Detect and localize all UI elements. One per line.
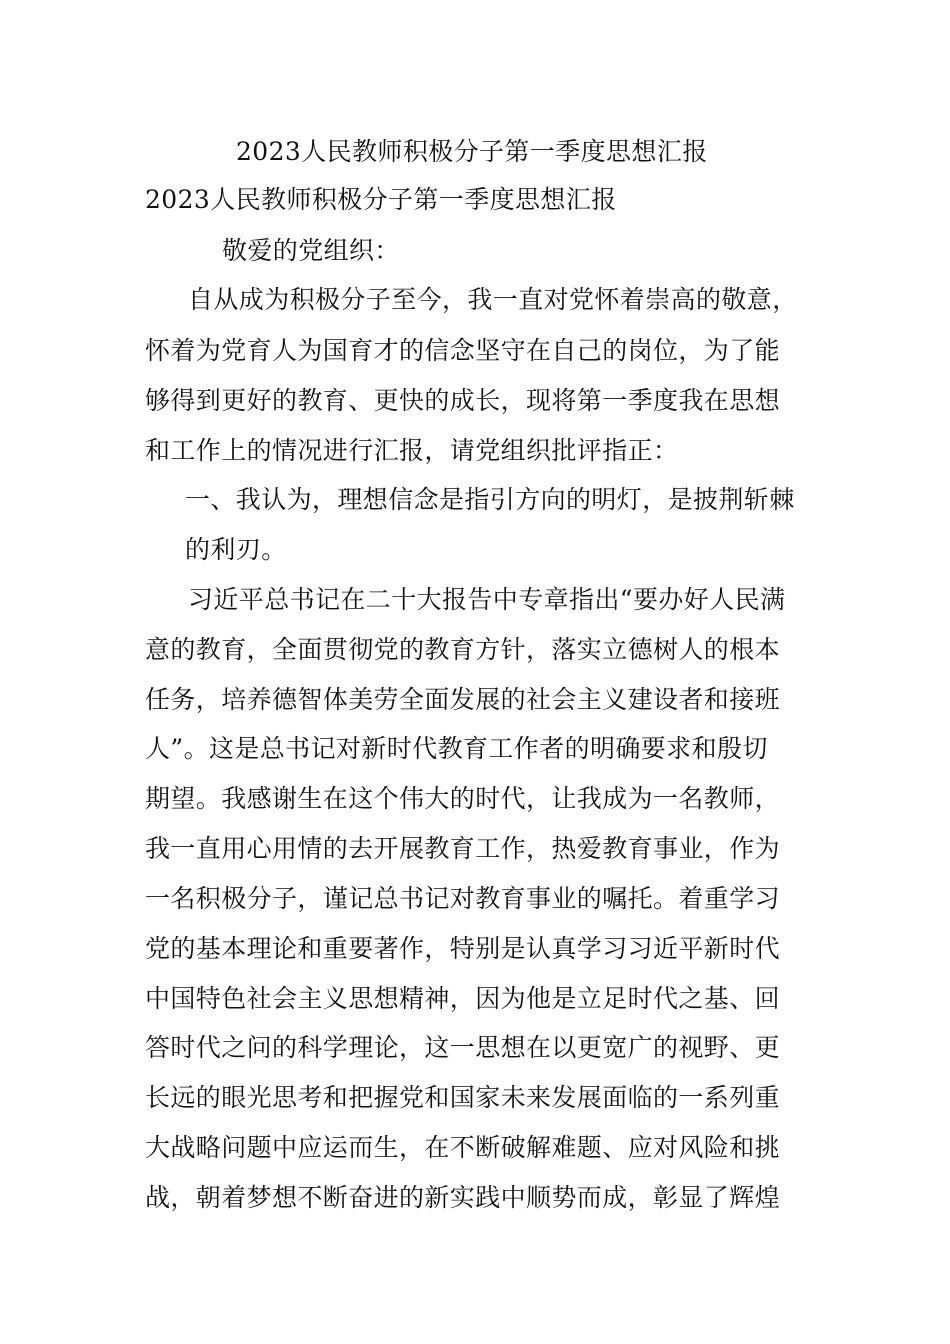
paragraph-2-line-3: 任务，培养德智体美劳全面发展的社会主义建设者和接班 <box>145 685 781 714</box>
paragraph-1-line-2: 怀着为党育人为国育才的信念坚守在自己的岗位，为了能 <box>145 336 781 365</box>
paragraph-2-line-8: 党的基本理论和重要著作，特别是认真学习习近平新时代 <box>145 934 781 963</box>
section-heading-line-1: 一、我认为，理想信念是指引方向的明灯，是披荆斩棘 <box>185 485 795 514</box>
paragraph-2-line-2: 意的教育，全面贯彻党的教育方针，落实立德树人的根本 <box>145 635 781 664</box>
paragraph-2-line-1: 习近平总书记在二十大报告中专章指出“要办好人民满 <box>188 585 786 614</box>
salutation: 敬爱的党组织： <box>222 236 400 265</box>
paragraph-2-line-5: 期望。我感谢生在这个伟大的时代，让我成为一名教师， <box>145 784 781 813</box>
section-heading-line-2: 的利刃。 <box>185 535 287 564</box>
paragraph-1-line-1: 自从成为积极分子至今，我一直对党怀着崇高的敬意， <box>188 285 798 314</box>
paragraph-2-line-12: 大战略问题中应运而生，在不断破解难题、应对风险和挑 <box>145 1133 781 1162</box>
paragraph-1-line-3: 够得到更好的教育、更快的成长，现将第一季度我在思想 <box>145 386 781 415</box>
paragraph-2-line-6: 我一直用心用情的去开展教育工作，热爱教育事业，作为 <box>145 834 781 863</box>
paragraph-2-line-7: 一名积极分子，谨记总书记对教育事业的嘱托。着重学习 <box>145 884 781 913</box>
paragraph-2-line-4: 人”。这是总书记对新时代教育工作者的明确要求和殷切 <box>145 734 768 763</box>
paragraph-1-line-4: 和工作上的情况进行汇报，请党组织批评指正： <box>145 436 679 465</box>
document-title-left: 2023人民教师积极分子第一季度思想汇报 <box>145 185 617 214</box>
paragraph-2-line-10: 答时代之问的科学理论，这一思想在以更宽广的视野、更 <box>145 1033 781 1062</box>
paragraph-2-line-11: 长远的眼光思考和把握党和国家未来发展面临的一系列重 <box>145 1083 781 1112</box>
document-title-centered: 2023人民教师积极分子第一季度思想汇报 <box>236 137 708 166</box>
paragraph-2-line-9: 中国特色社会主义思想精神，因为他是立足时代之基、回 <box>145 984 781 1013</box>
paragraph-2-line-13: 战，朝着梦想不断奋进的新实践中顺势而成，彰显了辉煌 <box>145 1183 781 1212</box>
